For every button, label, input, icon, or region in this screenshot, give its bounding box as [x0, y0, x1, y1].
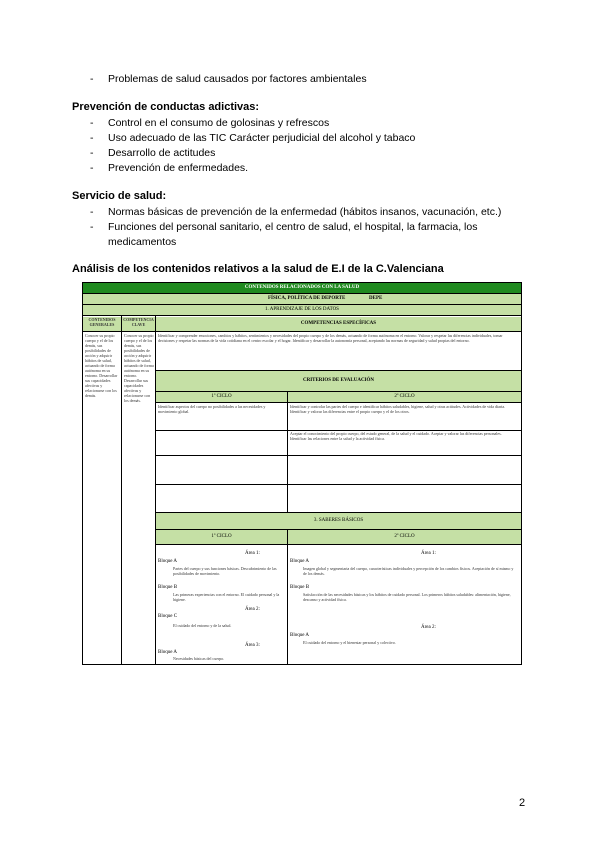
section-heading-adictivas: Prevención de conductas adictivas: [72, 101, 260, 113]
ciclo2-criterio: Identificar y controlar las partes del cuerpo e identificar hábitos saludables, higiene, salud y otras actitudes. Actividades de vida diaria. Identificar y valorar las diferencias entre el propio cuerpo y el de los otros. [290, 404, 506, 414]
grid-line [83, 304, 521, 305]
grid-line [121, 316, 122, 664]
especificas-text: Identificar y comprender emociones, cambios y hábitos, sentimientos y necesidades del propio cuerpo y de los demás, actuando de forma autónoma en el entorno. Valorar y respetar las diferencias individuales, tomar decisiones y respetar las normas de la vida cotidiana en el centro escolar y el hogar. Identificar y desarrollar la autonomía personal, aceptando las normas de seguridad y salud propias del entorno. [158, 333, 503, 343]
section-heading-salud: Servicio de salud: [72, 190, 167, 202]
analysis-heading: Análisis de los contenidos relativos a la salud de E.I de la C.Valenciana [72, 263, 444, 275]
competencia-text: Conocer su propio cuerpo y el de los demás, sus posibilidades de acción y adquirir hábitos de salud, actuando de forma autónoma en su entorno. Desarrollar sus capacidades afectivas y relacionarse con los demás. [124, 333, 154, 403]
grid-line [155, 316, 156, 664]
grid-line [156, 512, 521, 513]
header-contenidos: CONTENIDOS GENERALES [83, 317, 121, 331]
area-label: Área 2: [245, 607, 260, 612]
saberes-item: Las primeras experiencias con el entorno. El cuidado personal y la higiene. [173, 592, 280, 602]
area-label: Área 3: [245, 643, 260, 648]
row2-left-label: FÍSICA, POLÍTICA DE DEPORTE [268, 296, 346, 301]
row2-right-label: DEPE [369, 296, 383, 301]
header-ciclo1: 1º CICLO [156, 392, 287, 402]
ciclo2-criterio-extra: Aceptar el conocimiento del propio cuerpo, del estado general, de la salud y el cuidado. Aceptar y valorar las diferencias personales. Identificar las relaciones entre la salud y la actividad física. [290, 431, 502, 441]
table-row-subtitle [83, 294, 521, 304]
grid-line [287, 529, 288, 664]
saberes-item: Necesidades básicas del cuerpo. [173, 656, 225, 661]
grid-line [83, 315, 521, 316]
grid-line [156, 391, 521, 392]
grid-line [156, 544, 521, 545]
grid-line [83, 331, 521, 332]
header-ciclo2: 2º CICLO [288, 392, 521, 402]
contenidos-text: Conocer su propio cuerpo y el de los demás, sus posibilidades de acción y adquirir hábitos de salud, actuando de forma autónoma en su entorno. Desarrollar sus capacidades afectivas y relacionarse con los demás. [85, 333, 118, 398]
header-criterios: CRITERIOS DE EVALUACIÓN [156, 371, 521, 391]
area-label: Área 1: [245, 551, 260, 556]
saberes-ciclo1: 1º CICLO [156, 530, 287, 544]
header-competencia: COMPETENCIA CLAVE [122, 317, 155, 331]
saberes-item: El cuidado del entorno y de la salud. [173, 623, 232, 628]
bloque-label: Bloque B [290, 585, 310, 590]
saberes-item: El cuidado del entorno y el bienestar personal y colectivo. [303, 640, 396, 645]
bloque-label: Bloque A [158, 559, 178, 564]
table-row-aprendizaje: 1. APRENDIZAJE DE LOS DATOS [83, 305, 521, 315]
bloque-label: Bloque A [290, 559, 310, 564]
grid-line [156, 455, 521, 456]
grid-line [287, 391, 288, 512]
saberes-item: Partes del cuerpo y sus funciones básicas. Descubrimiento de las posibilidades de movimiento. [173, 566, 277, 576]
saberes-ciclo2: 2º CICLO [288, 530, 521, 544]
bloque-label: Bloque B [158, 585, 178, 590]
bloque-label: Bloque A [158, 650, 178, 655]
grid-line [156, 529, 521, 530]
grid-line [156, 484, 521, 485]
saberes-item: Satisfacción de las necesidades básicas y los hábitos de cuidado personal. Los primeros hábitos saludables: alimentación, higiene, descanso y actividad física. [303, 592, 511, 602]
grid-line [156, 370, 521, 371]
grid-line [156, 402, 521, 403]
bullet-dash: - [90, 73, 94, 85]
page-number: 2 [519, 797, 526, 809]
grid-line [156, 430, 521, 431]
saberes-item: Imagen global y segmentaria del cuerpo, características individuales y percepción de los cambios físicos. Aceptación de sí mismo y de los demás. [303, 566, 514, 576]
ciclo1-criterio: Identificar aspectos del cuerpo no posibilidades a las necesidades y movimiento global. [158, 404, 266, 414]
bullet-text: Problemas de salud causados por factores ambientales [108, 73, 367, 85]
list-item-text: Funciones del personal sanitario, el centro de salud, el hospital, la farmacia, los [108, 221, 478, 233]
grid-line [83, 293, 521, 294]
area-label: Área 1: [421, 551, 436, 556]
area-label: Área 2: [421, 625, 436, 630]
header-saberes: 3. SABERES BÁSICOS [156, 513, 521, 529]
bloque-label: Bloque A [290, 633, 310, 638]
list-item-text: Desarrollo de actitudes [108, 147, 216, 159]
list-item-text: medicamentos [108, 236, 177, 248]
header-especificas: COMPETENCIAS ESPECÍFICAS [156, 317, 521, 331]
table-title: CONTENIDOS RELACIONADOS CON LA SALUD [83, 283, 521, 293]
list-item-text: Prevención de enfermedades. [108, 162, 249, 174]
list-item-text: Normas básicas de prevención de la enfermedad (hábitos insanos, vacunación, etc.) [108, 206, 502, 218]
bloque-label: Bloque C [158, 614, 178, 619]
list-item-text: Control en el consumo de golosinas y refrescos [108, 117, 330, 129]
contents-table [82, 282, 522, 665]
list-item-text: Uso adecuado de las TIC Carácter perjudicial del alcohol y tabaco [108, 132, 416, 144]
